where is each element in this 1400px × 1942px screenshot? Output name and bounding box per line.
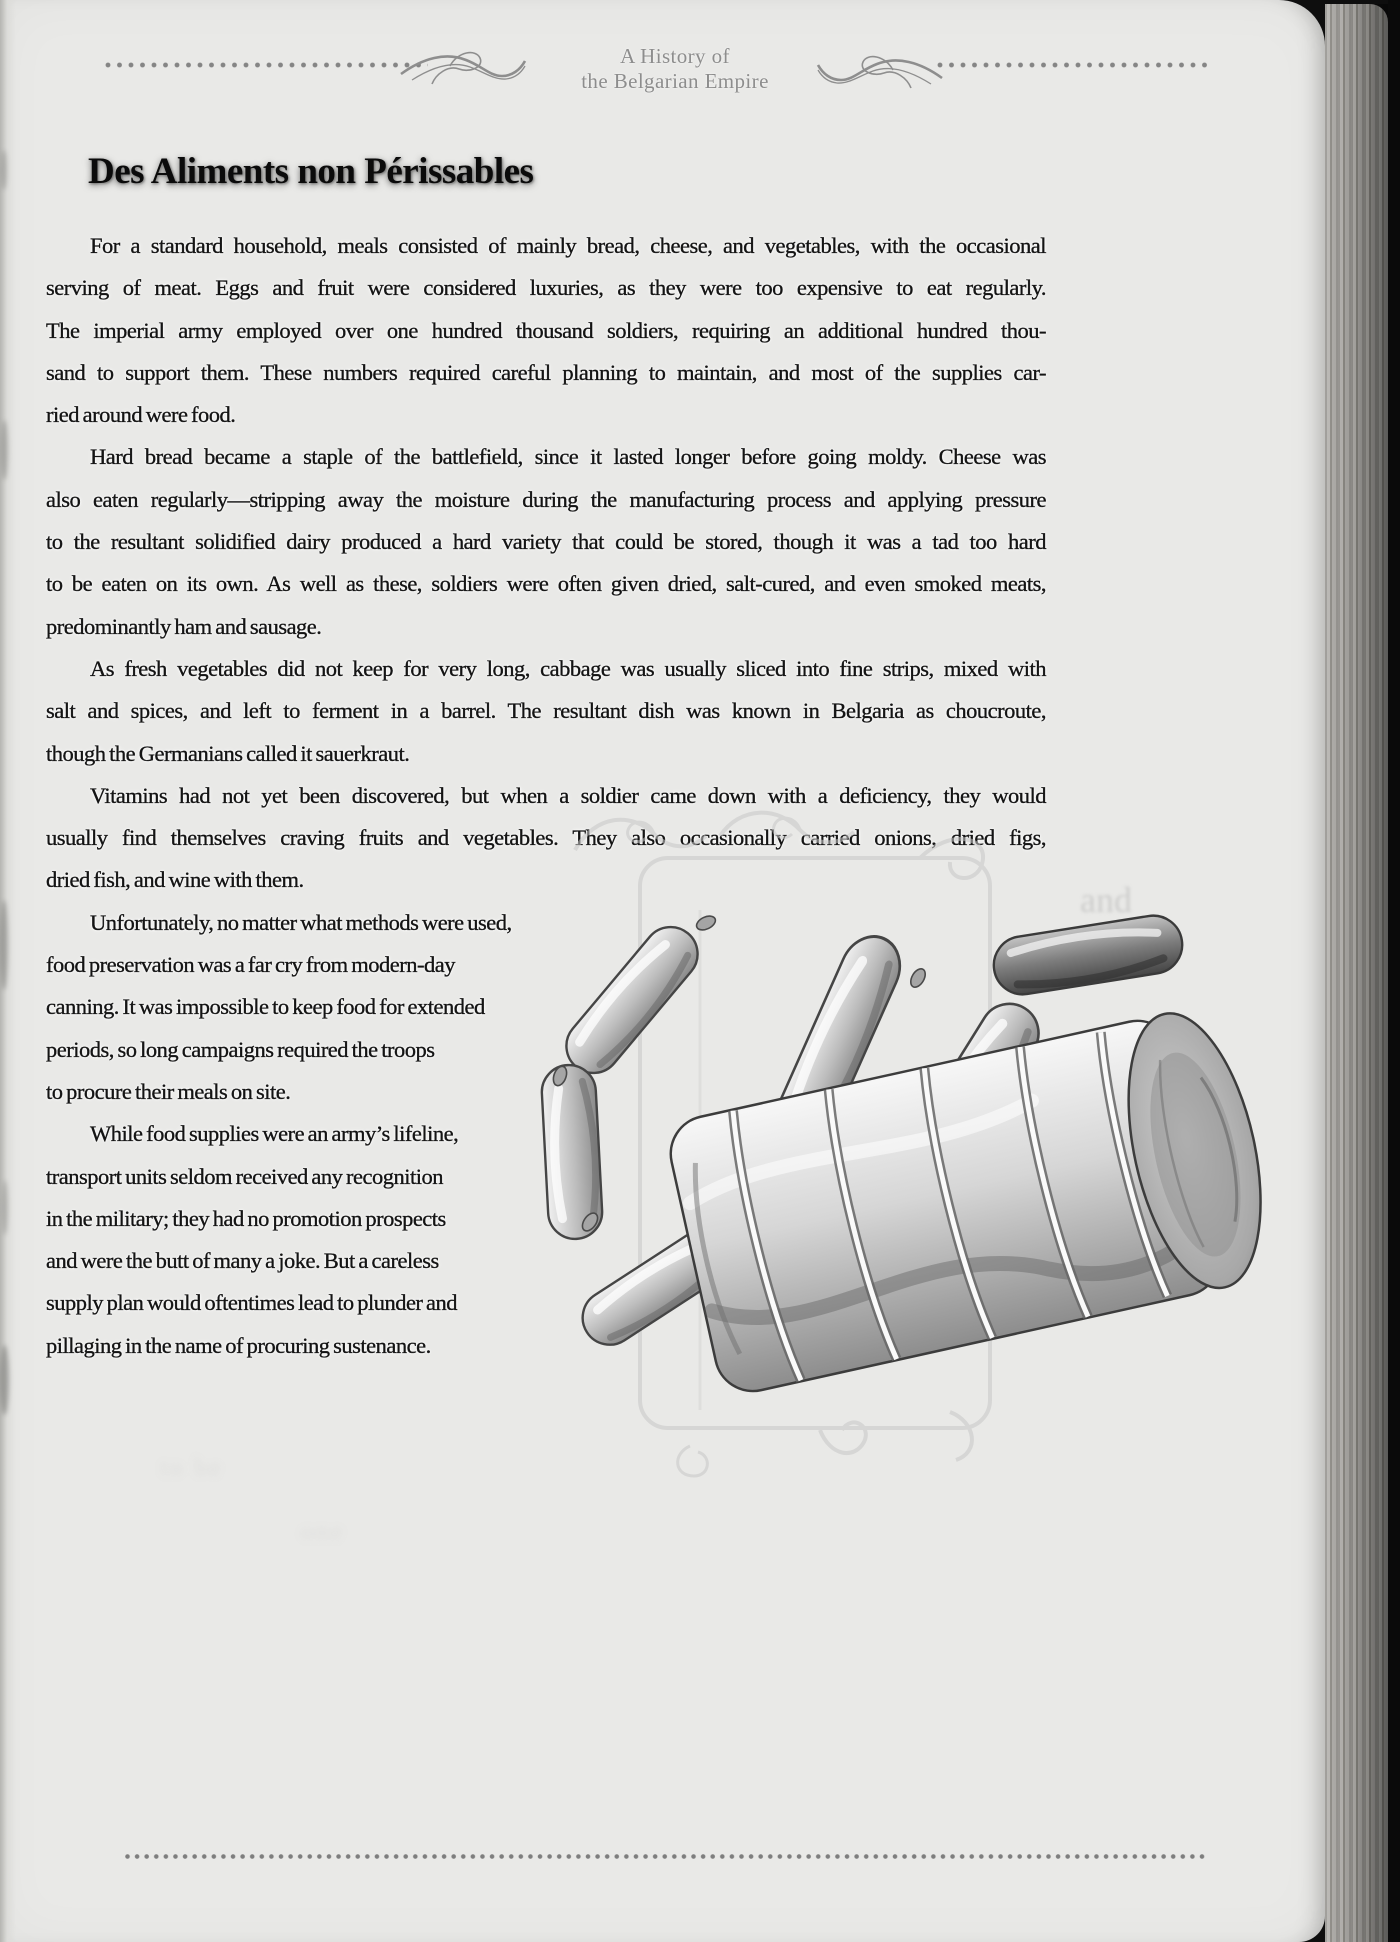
bleed-through-fragment: to be — [160, 1452, 224, 1482]
edge-smudge — [0, 900, 8, 990]
body-text-line: transport units seldom received any recognition — [46, 1163, 444, 1189]
body-text-line: sand to support them. These numbers required careful planning to maintain, and most of the supplies car- — [46, 359, 1046, 385]
bleed-through-word: and — [1080, 880, 1132, 920]
body-text-line: periods, so long campaigns required the troops — [46, 1036, 435, 1062]
body-text-line: though the Germanians called it sauerkraut. — [46, 740, 410, 766]
wrapped-ham-bundle — [663, 1001, 1283, 1398]
running-head — [558, 44, 792, 94]
body-text-line: to be eaten on its own. As well as these, soldiers were often given dried, salt-cured, and even smoked meats, — [46, 571, 1046, 597]
body-text-line: canning. It was impossible to keep food for extended — [46, 994, 485, 1020]
body-text-line: For a standard household, meals consisted of mainly bread, cheese, and vegetables, with the occasional — [90, 233, 1046, 258]
body-text-line: Hard bread became a staple of the battlefield, since it lasted longer before going moldy. Cheese was — [90, 444, 1046, 470]
body-text-line: and were the butt of many a joke. But a careless — [46, 1248, 439, 1274]
book-cover-edge — [1388, 0, 1400, 1942]
body-text-line: While food supplies were an army’s lifeline, — [90, 1121, 459, 1147]
edge-smudge — [2, 1180, 8, 1235]
calligraphic-flourish-left — [398, 46, 528, 96]
body-text-line: to procure their meals on site. — [46, 1078, 291, 1104]
chapter-title: Des Aliments non Périssables — [88, 151, 534, 192]
footer-dotted-rule — [125, 1854, 1207, 1860]
body-text-line: also eaten regularly—stripping away the moisture during the manufacturing process and applying pressure — [46, 486, 1046, 512]
body-text-line: to the resultant solidified dairy produced a hard variety that could be stored, though it was a tad too hard — [46, 529, 1046, 555]
header-dotted-rule-left — [105, 62, 428, 68]
body-text-line: As fresh vegetables did not keep for very long, cabbage was usually sliced into fine strips, mixed with — [90, 655, 1046, 681]
body-text-line: Unfortunately, no matter what methods were used, — [90, 909, 512, 935]
body-text-line: predominantly ham and sausage. — [46, 613, 322, 639]
body-text-line: The imperial army employed over one hundred thousand soldiers, requiring an additional hundred thou- — [46, 317, 1046, 343]
body-text-line: in the military; they had no promotion prospects — [46, 1205, 446, 1231]
calligraphic-flourish-right — [815, 50, 945, 100]
header-dotted-rule-right — [937, 62, 1208, 68]
running-head-line1: A History of — [620, 44, 730, 68]
body-text-line: Vitamins had not yet been discovered, but when a soldier came down with a deficiency, they would — [90, 782, 1046, 808]
body-text-line: supply plan would oftentimes lead to plunder and — [46, 1290, 458, 1316]
body-text-line: dried fish, and wine with them. — [46, 867, 304, 893]
sausage-ham-illustration — [520, 770, 1330, 1530]
body-text-line: food preservation was a far cry from modern-day — [46, 952, 455, 978]
edge-smudge — [1, 420, 8, 480]
body-text-line: salt and spices, and left to ferment in a barrel. The resultant dish was known in Belgaria as choucroute, — [46, 698, 1046, 724]
bleed-through-fragment: one — [300, 1516, 345, 1546]
book-page-stack-shade — [1325, 4, 1388, 1942]
edge-smudge — [0, 1345, 9, 1415]
running-head-line2: the Belgarian Empire — [581, 69, 769, 93]
body-text-line: ried around were food. — [46, 402, 236, 428]
body-text-line: serving of meat. Eggs and fruit were considered luxuries, as they were too expensive to eat regularly. — [46, 275, 1046, 301]
edge-smudge — [1, 150, 7, 190]
body-text-line: usually find themselves craving fruits and vegetables. They also occasionally carried onions, dried figs, — [46, 825, 1046, 851]
body-text-line: pillaging in the name of procuring sustenance. — [46, 1332, 431, 1358]
